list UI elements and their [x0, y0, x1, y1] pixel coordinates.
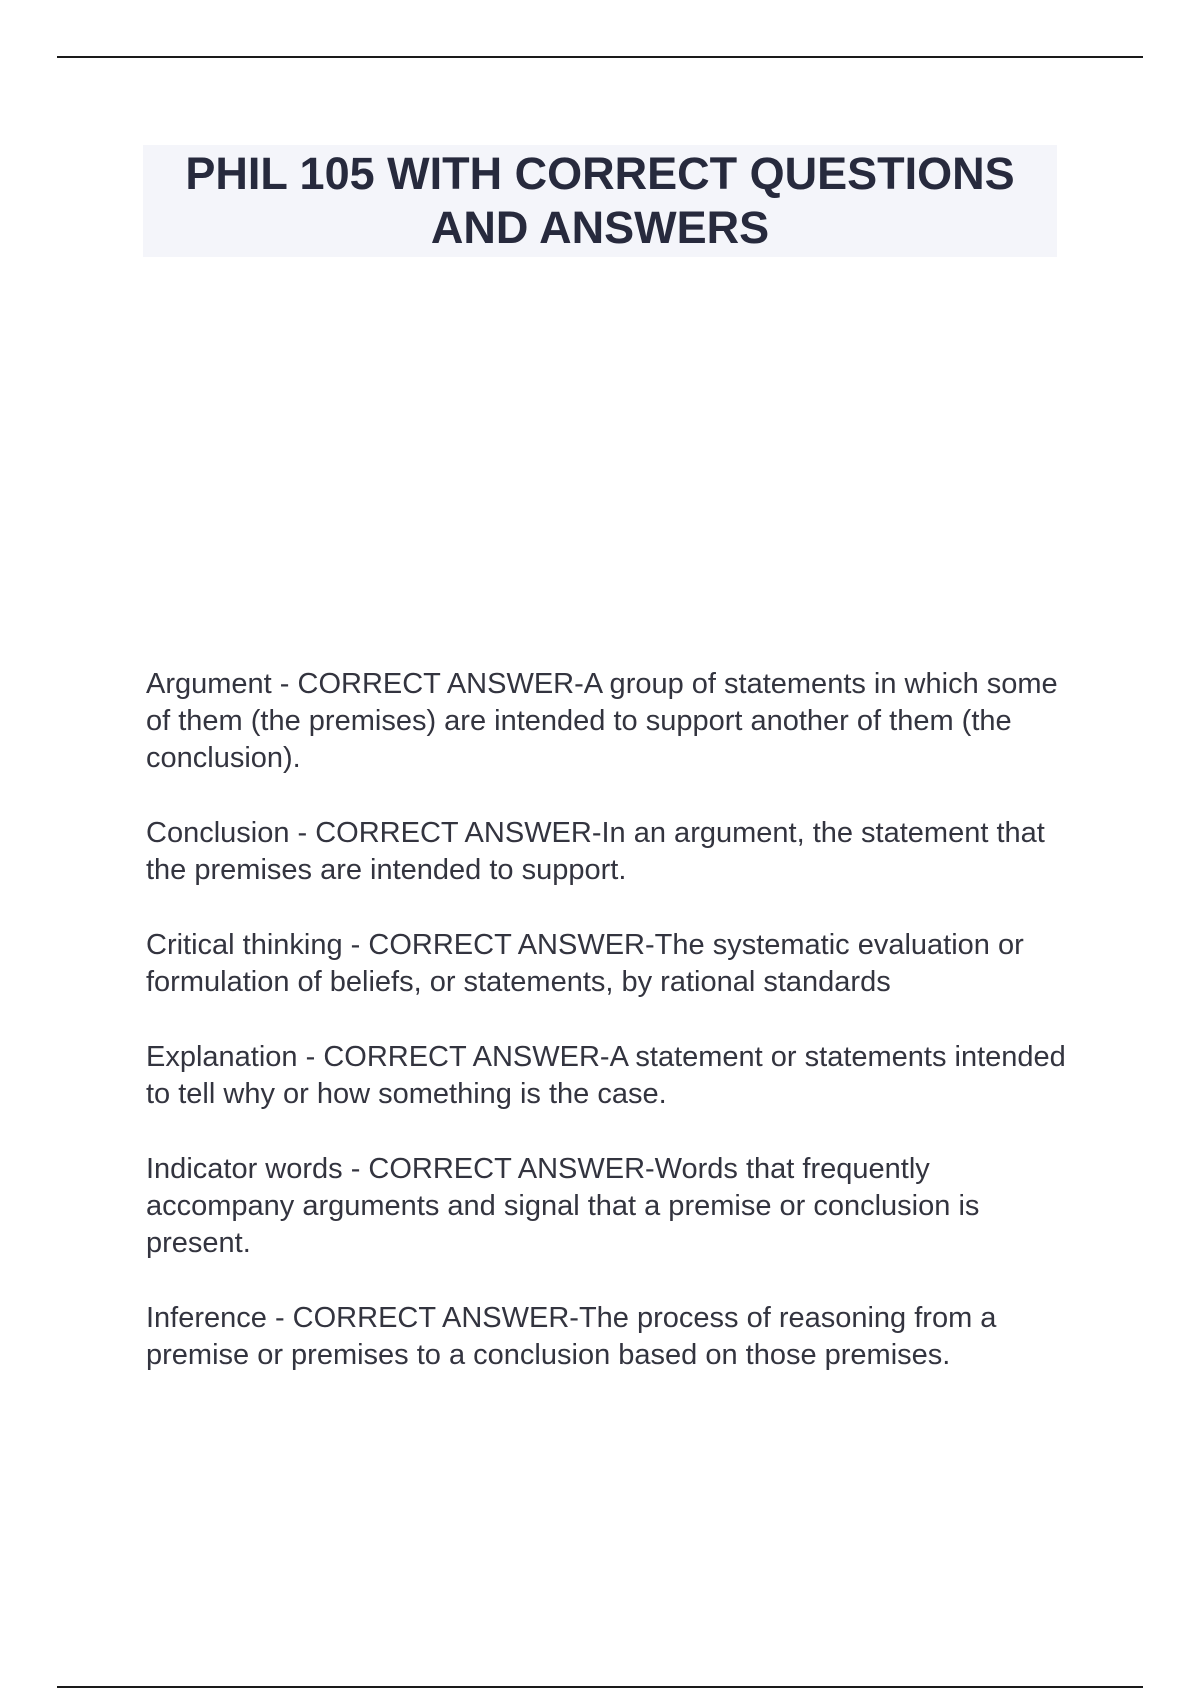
bottom-rule [57, 1686, 1143, 1688]
qa-list [146, 666, 1066, 1412]
qa-entry-conclusion: Conclusion - CORRECT ANSWER-In an argument, the statement that the premises are intended to support. [146, 817, 1045, 886]
top-rule [57, 56, 1143, 58]
title-banner [143, 145, 1057, 257]
qa-entry-explanation: Explanation - CORRECT ANSWER-A statement or statements intended to tell why or how something is the case. [146, 1041, 1066, 1110]
qa-entry-critical-thinking: Critical thinking - CORRECT ANSWER-The systematic evaluation or formulation of beliefs, or statements, by rational standards [146, 929, 1024, 998]
document-title: PHIL 105 WITH CORRECT QUESTIONS AND ANSWERS [185, 148, 1015, 253]
qa-entry-indicator-words: Indicator words - CORRECT ANSWER-Words that frequently accompany arguments and signal that a premise or conclusion is present. [146, 1153, 980, 1259]
qa-entry-inference: Inference - CORRECT ANSWER-The process of reasoning from a premise or premises to a conclusion based on those premises. [146, 1302, 997, 1371]
qa-entry-argument: Argument - CORRECT ANSWER-A group of statements in which some of them (the premises) are intended to support another of them (the conclusion). [146, 668, 1058, 774]
